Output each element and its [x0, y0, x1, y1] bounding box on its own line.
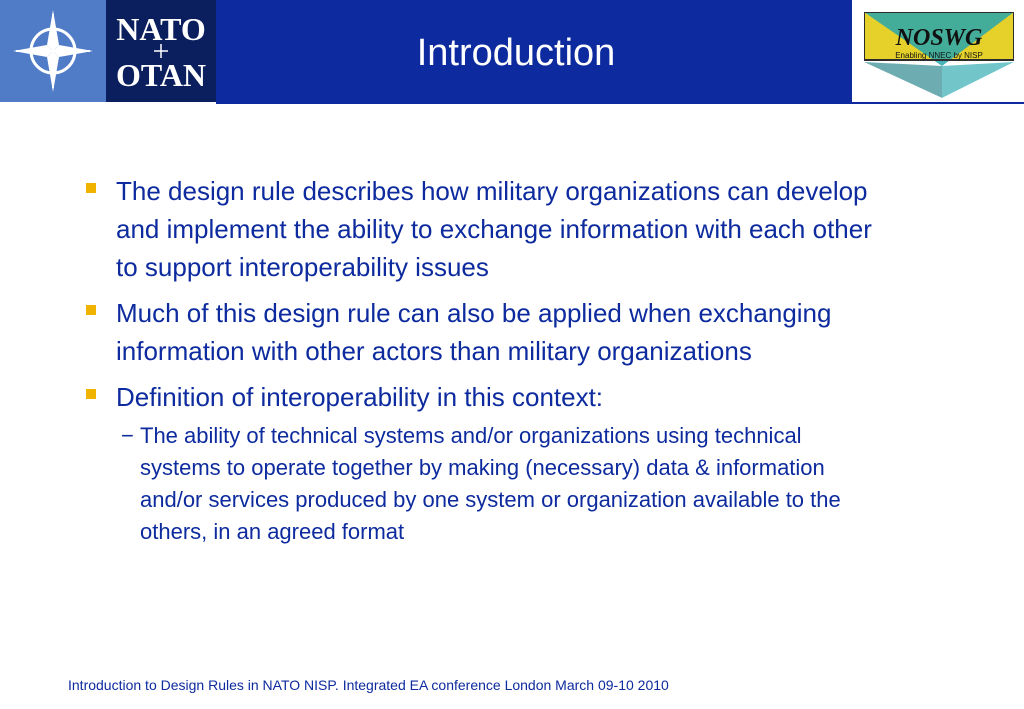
content-area: [86, 172, 886, 548]
nato-compass-icon: [0, 0, 106, 102]
bullet-marker: [86, 305, 96, 315]
bullet-item-1: [86, 172, 886, 286]
nato-text-bottom: OTAN: [115, 57, 207, 93]
bullet-item-3: [86, 378, 886, 416]
nato-wordmark: [106, 0, 216, 102]
bullet-item-2: [86, 294, 886, 370]
noswg-logo: [864, 8, 1014, 98]
footer-text: Introduction to Design Rules in NATO NISP. Integrated EA conference London March 09-10 2010: [68, 677, 669, 693]
noswg-tagline: Enabling NNEC by NISP: [895, 51, 983, 60]
bullet-marker: [86, 183, 96, 193]
bullet-marker: [86, 389, 96, 399]
page-title: Introduction: [416, 32, 616, 74]
bullet-text: Definition of interoperability in this context:: [116, 382, 604, 412]
sub-bullet-text: The ability of technical systems and/or organizations using technical systems to operate together by making (necessary) data & information and/or services produced by one system or organization available to the others, in an agreed format: [140, 423, 841, 544]
sub-bullet-item: [116, 420, 886, 548]
nato-text-top: NATO: [116, 11, 206, 47]
bullet-text: The design rule describes how military organizations can develop and implement the ability to exchange information with each other to support interoperability issues: [116, 176, 872, 282]
header-rule: [216, 102, 1024, 104]
nato-logo: [0, 0, 216, 102]
sub-bullet-marker: −: [121, 423, 134, 448]
bullet-text: Much of this design rule can also be applied when exchanging information with other actors than military organizations: [116, 298, 832, 366]
noswg-name: NOSWG: [895, 25, 983, 51]
